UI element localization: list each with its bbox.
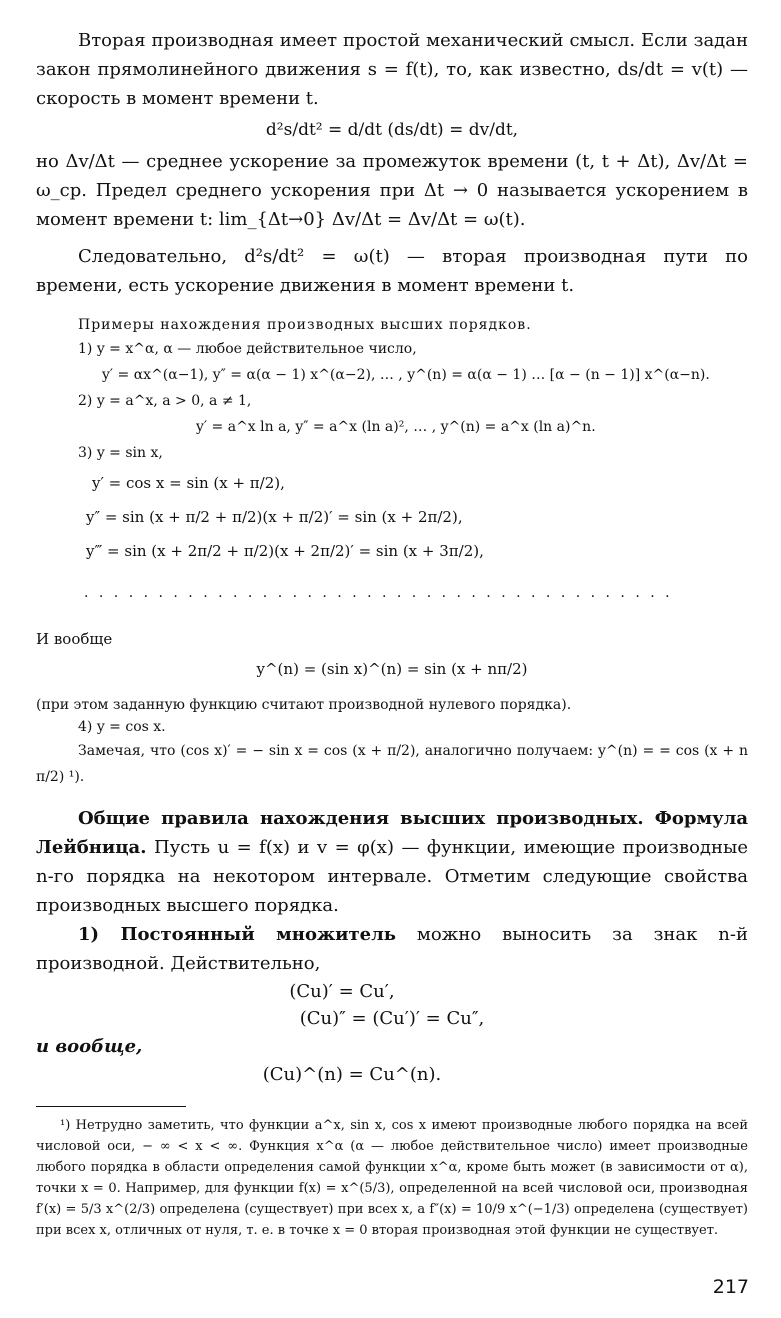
rule-1-equation-2: (Cu)″ = (Cu′)′ = Cu″, [299, 1008, 485, 1029]
example-1-derivatives: y′ = αx^(α−1), y″ = α(α − 1) x^(α−2), … , y^(n) = α(α − 1) … [α − (n − 1)] x^(α−n). [102, 367, 710, 383]
example-3-second-derivative: y″ = sin (x + π/2 + π/2)(x + π/2)′ = sin (x + 2π/2), [86, 508, 463, 526]
example-2-statement: 2) y = a^x, a > 0, a ≠ 1, [78, 393, 252, 409]
and-generally-label: И вообще [36, 630, 113, 648]
example-3-statement: 3) y = sin x, [78, 445, 163, 461]
equation-sin-general: y^(n) = (sin x)^(n) = sin (x + nπ/2) [256, 660, 528, 678]
examples-title: Примеры нахождения производных высших порядков. [78, 317, 532, 333]
page-number: 217 [712, 1276, 749, 1298]
rule-1-equation-3: (Cu)^(n) = Cu^(n). [262, 1064, 442, 1085]
rules-paragraph [36, 804, 748, 920]
example-3-first-derivative: y′ = cos x = sin (x + π/2), [92, 474, 285, 492]
example-1-statement: 1) y = x^α, α — любое действительное число, [78, 341, 417, 357]
example-4-statement: 4) y = cos x. [78, 719, 166, 735]
example-4-text: Замечая, что (cos x)′ = − sin x = cos (x + π/2), аналогично получаем: y^(n) = = cos (x + n π/2) ¹). [36, 743, 748, 785]
paragraph-mechanical-meaning: Вторая производная имеет простой механический смысл. Если задан закон прямолинейного движения s = f(t), то, как известно, ds/dt = v(t) — скорость в момент времени t. [36, 30, 748, 109]
footnote-divider [36, 1106, 186, 1107]
rule-1-paragraph [36, 920, 748, 978]
rule-1-bold: 1) Постоянный множитель [78, 924, 396, 945]
rule-1-equation-1: (Cu)′ = Cu′, [289, 981, 395, 1002]
dotted-separator: . . . . . . . . . . . . . . . . . . . . . . . . . . . . . . . . . . . . . . . . [84, 585, 673, 601]
footnote: ¹) Нетрудно заметить, что функции a^x, sin x, cos x имеют производные любого порядка на всей числовой оси, − ∞ < x < ∞. Функция x^α (α — любое действительное число) имеет производные любого порядка в области определения самой функции x^α, кроме быть может (в зависимости от α), точки x = 0. Например, для функции f(x) = x^(5/3), определенной на всей числовой оси, производная f′(x) = 5/3 x^(2/3) определена (существует) при всех x, а f″(x) = 10/9 x^(−1/3) определена (существует) при всех x, отличных от нуля, т. е. в точке x = 0 вторая производная этой функции не существует. [36, 1118, 748, 1238]
rule-1-and-generally: и вообще, [36, 1036, 143, 1057]
note-zero-order: (при этом заданную функцию считают производной нулевого порядка). [36, 697, 572, 713]
equation-acceleration: d²s/dt² = d/dt (ds/dt) = dv/dt, [265, 120, 519, 140]
paragraph-average-acceleration: но Δv/Δt — среднее ускорение за промежуток времени (t, t + Δt), Δv/Δt = ω_ср. Предел среднего ускорения при Δt → 0 называется ускорением в момент времени t: lim_{Δt→0} Δv/Δt = Δv/Δt = ω(t). [36, 151, 748, 230]
rule-1-rest: можно выносить за знак n-й производной. Действительно, [36, 924, 748, 974]
rules-text: Пусть u = f(x) и v = φ(x) — функции, имеющие производные n-го порядка на некотором интервале. Отметим следующие свойства производных высшего порядка. [36, 837, 748, 916]
example-3-third-derivative: y‴ = sin (x + 2π/2 + π/2)(x + 2π/2)′ = sin (x + 3π/2), [86, 542, 484, 560]
example-2-derivatives: y′ = a^x ln a, y″ = a^x (ln a)², … , y^(n) = a^x (ln a)^n. [196, 419, 596, 435]
rules-heading: Общие правила нахождения высших производных. Формула Лейбница. [36, 808, 748, 858]
page-content [36, 26, 748, 1241]
paragraph-conclusion: Следовательно, d²s/dt² = ω(t) — вторая производная пути по времени, есть ускорение движения в момент времени t. [36, 246, 748, 296]
